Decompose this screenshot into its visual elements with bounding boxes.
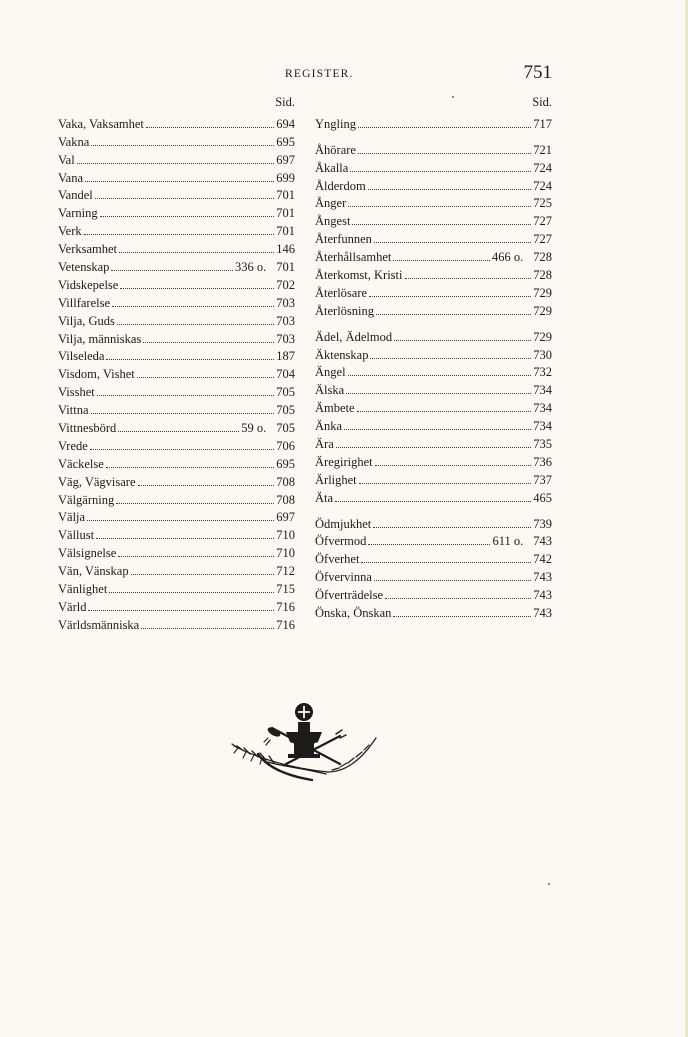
dot-leader [118,431,239,432]
entry-term: Önska, Önskan [315,606,392,621]
entry-page-number: 734 [533,401,552,416]
index-entry [315,548,552,566]
index-entry [315,228,552,246]
entry-page-number: 701 [276,224,295,239]
dot-leader [358,153,531,154]
dot-leader [106,467,274,468]
dot-leader [405,278,532,279]
dot-leader [95,198,275,199]
dot-leader [111,270,233,271]
dot-leader [374,580,531,581]
entry-term: Väckelse [58,456,104,471]
dot-leader [350,171,531,172]
entry-term: Vana [58,170,83,185]
entry-page-number: 727 [533,232,552,247]
dot-leader [146,127,274,128]
index-entry [315,362,552,380]
entry-term: Välsignelse [58,546,117,561]
running-header [58,64,552,86]
dot-leader [143,342,274,343]
entry-term: Verksamhet [58,242,118,257]
entry-page-number: 724 [533,178,552,193]
entry-page-number: 734 [533,419,552,434]
dot-leader [357,411,532,412]
index-entry [58,560,295,578]
entry-page-number: 695 [276,456,295,471]
dot-leader [393,260,490,261]
entry-term: Återhållsamhet [315,250,392,265]
index-entry [315,433,552,451]
entry-cross-reference: 336 o. [235,260,267,275]
dot-leader [368,544,490,545]
entry-term: Vän, Vänskap [58,564,129,579]
index-entry [58,381,295,399]
entry-term: Änka [315,419,343,434]
entry-term: Vänlighet [58,582,108,597]
entry-page-number: 710 [276,546,295,561]
entry-term: Ädel, Ädelmod [315,329,393,344]
index-entry [58,256,295,274]
entry-term: Yngling [315,116,356,131]
entry-page-number: 694 [276,116,295,131]
entry-cross-reference: 611 o. [492,534,524,549]
index-entry [315,246,552,264]
entry-term: Återlösare [315,285,368,300]
entry-page-number: 725 [533,196,552,211]
index-entry [315,344,552,362]
index-entry [315,210,552,228]
index-entry [315,602,552,620]
entry-page-number: 701 [276,260,295,275]
index-entry [315,139,552,157]
index-entry [58,310,295,328]
index-entry [315,326,552,344]
index-entry [58,471,295,489]
entry-term: Välgärning [58,492,115,507]
index-entry [58,399,295,417]
dot-leader [394,340,531,341]
entry-term: Äregirighet [315,454,373,469]
entry-page-number: 724 [533,160,552,175]
dot-leader [141,628,274,629]
index-entry [58,274,295,292]
entry-page-number: 703 [276,331,295,346]
dot-leader [106,359,274,360]
column-heading-sid: Sid. [275,95,295,109]
entry-term: Väg, Vägvisare [58,474,136,489]
dot-leader [348,206,531,207]
index-entry [58,435,295,453]
entry-page-number: 728 [533,268,552,283]
entry-page-number: 701 [276,206,295,221]
dot-leader [118,556,274,557]
index-entry [58,542,295,560]
index-entry [58,113,295,131]
entry-term: Vittnesbörd [58,421,117,436]
entry-page-number: 743 [533,534,552,549]
index-entry [58,417,295,435]
entry-term: Villfarelse [58,295,111,310]
entry-page-number: 721 [533,142,552,157]
index-entry [315,531,552,549]
entry-page-number: 703 [276,313,295,328]
index-entry [58,578,295,596]
entry-term: Älska [315,383,345,398]
index-entry [58,614,295,632]
dot-leader [335,501,531,502]
entry-page-number: 716 [276,617,295,632]
index-entry [315,157,552,175]
entry-term: Åkalla [315,160,349,175]
index-entry [315,300,552,318]
index-entry [58,363,295,381]
dot-leader [100,216,275,217]
index-entry [58,507,295,525]
entry-page-number: 728 [533,250,552,265]
entry-page-number: 732 [533,365,552,380]
index-entry [315,513,552,531]
entry-page-number: 729 [533,329,552,344]
paper-speck [452,96,454,98]
entry-page-number: 743 [533,588,552,603]
dot-leader [361,562,531,563]
index-entry [58,202,295,220]
entry-page-number: 734 [533,383,552,398]
dot-leader [376,314,531,315]
entry-term: Välja [58,510,86,525]
index-entry [58,292,295,310]
entry-page-number: 465 [533,490,552,505]
index-entry [315,397,552,415]
index-entry [315,415,552,433]
dot-leader [374,242,531,243]
dot-leader [336,447,532,448]
entry-cross-reference: 466 o. [492,250,524,265]
index-entry [58,131,295,149]
entry-page-number: 727 [533,214,552,229]
entry-page-number: 697 [276,510,295,525]
dot-leader [373,527,531,528]
page-number: 751 [523,62,552,83]
entry-term: Världsmänniska [58,617,140,632]
entry-term: Ånger [315,196,347,211]
dot-leader [368,189,532,190]
entry-page-number: 735 [533,437,552,452]
dot-leader [370,358,531,359]
dot-leader [393,616,531,617]
index-entry [315,282,552,300]
entry-page-number: 730 [533,347,552,362]
index-entry [315,193,552,211]
entry-page-number: 708 [276,492,295,507]
entry-term: Vandel [58,188,93,203]
entry-term: Vrede [58,438,88,453]
dot-leader [109,592,274,593]
dot-leader [120,288,274,289]
index-entry [58,328,295,346]
index-entry [315,379,552,397]
entry-term: Val [58,152,75,167]
dot-leader [91,145,274,146]
dot-leader [369,296,531,297]
entry-page-number: 705 [276,385,295,400]
entry-term: Äta [315,490,334,505]
index-entry [58,238,295,256]
index-column-right [315,95,552,620]
entry-page-number: 717 [533,116,552,131]
index-entry [315,264,552,282]
entry-page-number: 146 [276,242,295,257]
entry-page-number: 697 [276,152,295,167]
dot-leader [348,375,532,376]
entry-page-number: 705 [276,421,295,436]
index-entry [58,185,295,203]
entry-page-number: 705 [276,403,295,418]
dot-leader [358,127,531,128]
entry-term: Ängel [315,365,346,380]
index-entry [58,489,295,507]
dot-leader [131,574,275,575]
entry-page-number: 703 [276,295,295,310]
dot-leader [352,224,531,225]
entry-term: Vetenskap [58,260,110,275]
entry-page-number: 695 [276,134,295,149]
entry-page-number: 708 [276,474,295,489]
entry-page-number: 743 [533,606,552,621]
entry-page-number: 715 [276,582,295,597]
dot-leader [90,449,274,450]
entry-page-number: 736 [533,454,552,469]
dot-leader [96,538,274,539]
index-entry [58,220,295,238]
entry-page-number: 187 [276,349,295,364]
entry-term: Ämbete [315,401,355,416]
index-entry [58,346,295,364]
entry-term: Vilja, människas [58,331,142,346]
entry-term: Ärlighet [315,472,357,487]
entry-term: Värld [58,599,87,614]
entry-term: Verk [58,224,82,239]
index-entry [315,469,552,487]
entry-term: Vaka, Vaksamhet [58,116,144,131]
index-entry [315,584,552,602]
entry-term: Vilseleda [58,349,105,364]
dot-leader [344,429,531,430]
entry-term: Ångest [315,214,351,229]
dot-leader [385,598,531,599]
entry-term: Åhörare [315,142,356,157]
entry-page-number: 704 [276,367,295,382]
entry-term: Visdom, Vishet [58,367,135,382]
index-entry [58,149,295,167]
entry-term: Återlösning [315,303,375,318]
index-entry [58,167,295,185]
index-entry [315,113,552,131]
entry-page-number: 742 [533,552,552,567]
entry-term: Återfunnen [315,232,372,247]
entry-term: Vidskepelse [58,277,119,292]
index-entry [315,175,552,193]
entry-term: Visshet [58,385,95,400]
dot-leader [119,252,274,253]
entry-term: Ålderdom [315,178,366,193]
entry-page-number: 729 [533,303,552,318]
entry-cross-reference: 59 o. [241,421,267,436]
dot-leader [85,181,274,182]
entry-term: Vilja, Guds [58,313,115,328]
entry-term: Vittna [58,403,89,418]
index-entry [58,453,295,471]
index-entry [315,451,552,469]
dot-leader [116,503,274,504]
entry-term: Öfvervinna [315,570,372,585]
entry-page-number: 710 [276,528,295,543]
entry-page-number: 701 [276,188,295,203]
index-entry [58,596,295,614]
entry-page-number: 743 [533,570,552,585]
entry-page-number: 699 [276,170,295,185]
dot-leader [87,520,274,521]
column-heading-sid: Sid. [532,95,552,109]
entry-term: Ödmjukhet [315,516,372,531]
dot-leader [88,610,274,611]
entry-term: Öfvermod [315,534,367,549]
entry-page-number: 702 [276,277,295,292]
entry-page-number: 716 [276,599,295,614]
entry-term: Öfverträdelse [315,588,384,603]
entry-term: Vakna [58,134,90,149]
entry-term: Ära [315,437,334,452]
paper-speck [548,883,550,885]
entry-term: Varning [58,206,98,221]
index-entry [315,566,552,584]
entry-page-number: 706 [276,438,295,453]
dot-leader [84,234,275,235]
dot-leader [375,465,532,466]
entry-term: Öfverhet [315,552,360,567]
entry-term: Äktenskap [315,347,369,362]
entry-page-number: 737 [533,472,552,487]
dot-leader [91,413,275,414]
entry-term: Återkomst, Kristi [315,268,403,283]
dot-leader [117,324,274,325]
dot-leader [359,483,532,484]
index-entry [315,487,552,505]
index-entry [58,524,295,542]
dot-leader [112,306,274,307]
dot-leader [77,163,275,164]
dot-leader [138,485,275,486]
entry-page-number: 729 [533,285,552,300]
running-title: REGISTER. [285,68,354,80]
index-column-left [58,95,295,632]
dot-leader [346,393,531,394]
dot-leader [97,395,275,396]
dot-leader [137,377,275,378]
entry-page-number: 712 [276,564,295,579]
entry-term: Vällust [58,528,95,543]
ornament-vignette [228,698,380,794]
entry-page-number: 739 [533,516,552,531]
